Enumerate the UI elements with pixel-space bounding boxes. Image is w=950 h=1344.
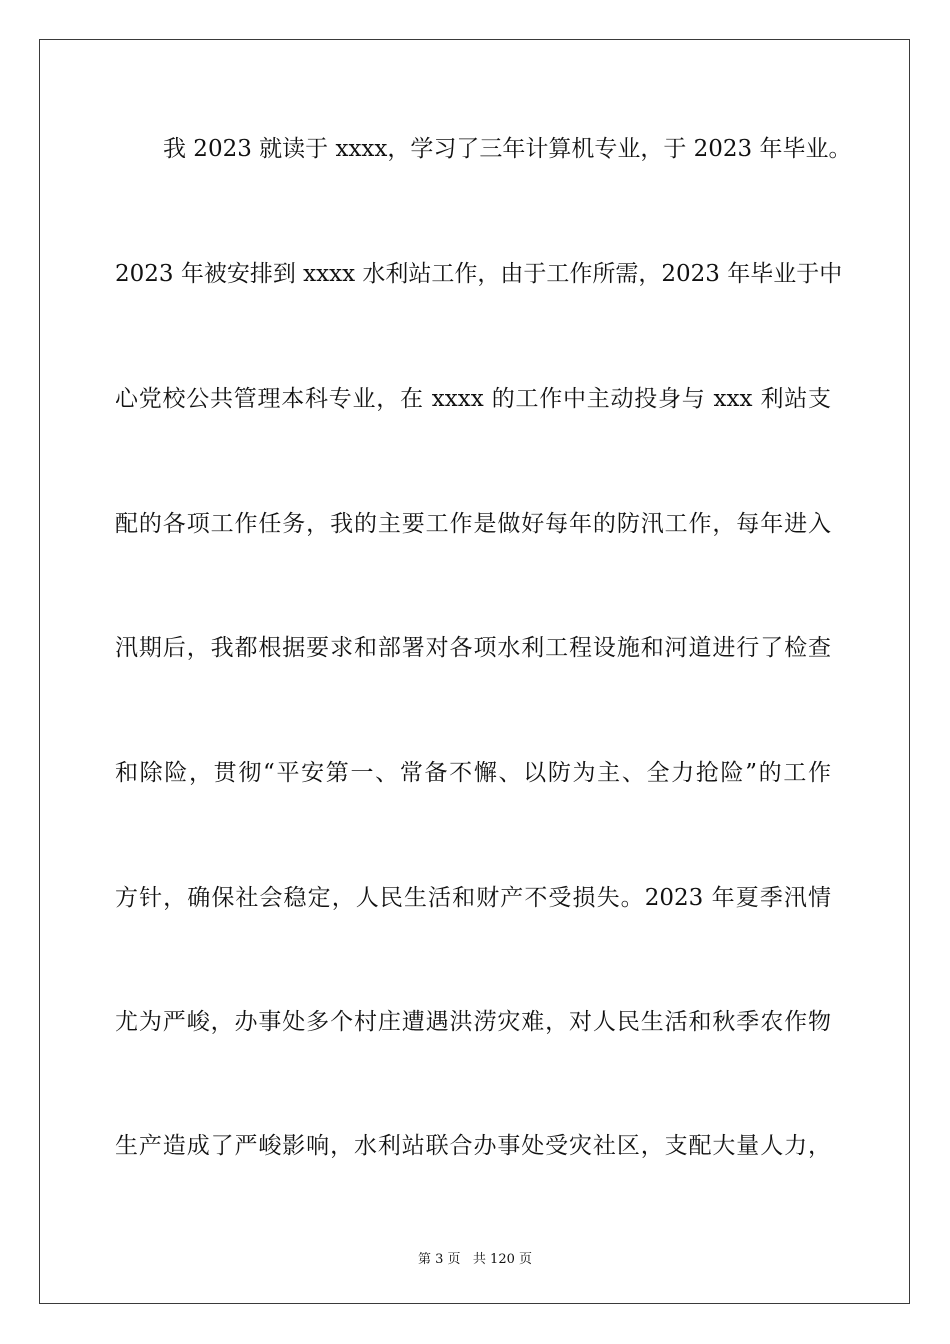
paragraph-line-2: 2023 年被安排到 xxxx 水利站工作，由于工作所需，2023 年毕业于中 <box>115 261 843 287</box>
paragraph-line-6: 和除险，贯彻“平安第一、常备不懈、以防为主、全力抢险”的工作 <box>115 760 831 786</box>
paragraph-line-4: 配的各项工作任务，我的主要工作是做好每年的防汛工作，每年进入 <box>115 511 831 537</box>
paragraph-line-3: 心党校公共管理本科专业，在 xxxx 的工作中主动投身与 xxx 利站支 <box>115 386 831 412</box>
paragraph-line-5: 汛期后，我都根据要求和部署对各项水利工程设施和河道进行了检查 <box>115 635 831 661</box>
paragraph-line-9: 生产造成了严峻影响，水利站联合办事处受灾社区，支配大量人力， <box>115 1133 831 1159</box>
paragraph-line-1: 我 2023 就读于 xxxx，学习了三年计算机专业，于 2023 年毕业。 <box>163 136 852 162</box>
page-border <box>39 39 910 1304</box>
page-number-footer: 第 3 页 共 120 页 <box>417 1252 532 1267</box>
paragraph-line-7: 方针，确保社会稳定，人民生活和财产不受损失。2023 年夏季汛情 <box>115 885 831 911</box>
paragraph-line-8: 尤为严峻，办事处多个村庄遭遇洪涝灾难，对人民生活和秋季农作物 <box>115 1009 831 1035</box>
